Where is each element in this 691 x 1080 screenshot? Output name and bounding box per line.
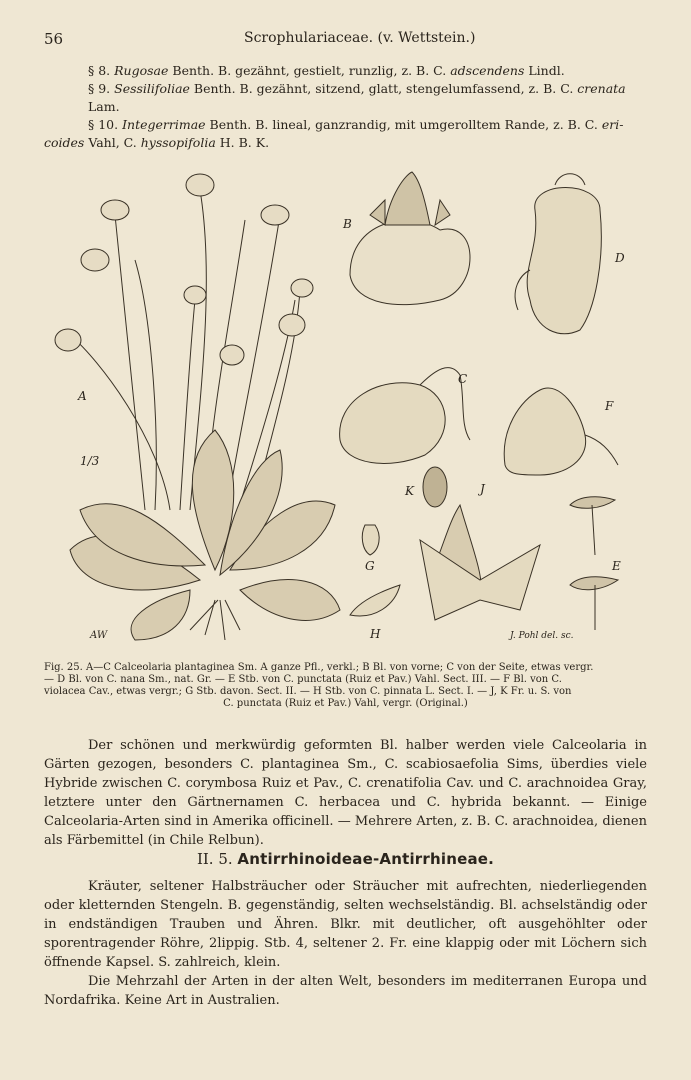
paragraph-text: Der schönen und merkwürdig geformten Bl. halber werden viele Calceolaria in Gärten gezogen, besonders C. plantaginea Sm., C. scabiosaefolia Sims, überdies viele Hybride zwischen C. corymbosa Ruiz et Pav., C. crenatifolia Cav. und C. arachnoidea Gray, letztere unter den Gärtnernamen C. herbacea und C. hybrida bekannt. — Einige Calceolaria-Arten sind in Amerika officinell. — Mehrere Arten, z. B. C. arachnoidea, dienen als Färbemittel (in Chile Relbun). xyxy=(44,738,647,848)
label-g: G xyxy=(365,559,375,573)
caption-line: Fig. 25. A—C Calceolaria plantaginea Sm. A ganze Pfl., verkl.; B Bl. von vorne; C von der Seite, etwas vergr. xyxy=(44,662,594,673)
body-paragraph-1 xyxy=(44,736,647,850)
scale-label: 1/3 xyxy=(80,454,100,468)
stamen-e-drawing xyxy=(570,497,618,630)
engraver-signature: J. Pohl del. sc. xyxy=(510,631,574,641)
label-f: F xyxy=(605,399,614,413)
body-paragraph-2 xyxy=(44,877,647,1010)
botanical-illustration xyxy=(40,160,655,655)
label-k: K xyxy=(405,484,414,498)
page-number: 56 xyxy=(44,30,64,48)
stamen-h-drawing xyxy=(350,585,400,616)
paragraph-text: Die Mehrzahl der Arten in der alten Welt, besonders im mediterranen Europa und Nordafrika. Keine Art in Australien. xyxy=(44,974,647,1008)
fruit-j-drawing xyxy=(420,505,540,620)
flower-c-drawing xyxy=(340,368,470,464)
label-e: E xyxy=(612,559,621,573)
page-header xyxy=(44,30,647,50)
paragraph-text: Kräuter, seltener Halbsträucher oder Sträucher mit aufrechten, niederliegenden oder kletternden Stengeln. B. gegenständig, selten wechselständig. Bl. achselständig oder in endständigen Trauben und Ähren. Blkr. mit deutlicher, oft ausgehöhlter oder sporentragender Röhre, 2lippig. Stb. 4, seltener 2. Fr. eine klappig oder mit Löchern sich öffnende Kapsel. S. zahlreich, klein. xyxy=(44,879,647,970)
label-h: H xyxy=(370,627,381,641)
key-item-10-continued: coides Vahl, C. hyssopifolia H. B. K. xyxy=(44,135,270,150)
stamen-g-drawing xyxy=(362,525,379,555)
running-title: Scrophulariaceae. (v. Wettstein.) xyxy=(244,30,476,46)
label-a: A xyxy=(78,389,87,403)
key-item-10: § 10. Integerrimae Benth. B. lineal, ganzrandig, mit umgerolltem Rande, z. B. C. eri- xyxy=(88,117,624,132)
seed-k-drawing xyxy=(423,467,447,507)
caption-line: C. punctata (Ruiz et Pav.) Vahl, vergr. (Original.) xyxy=(223,698,468,709)
label-b: B xyxy=(343,217,352,231)
label-j: J xyxy=(480,482,485,496)
artist-monogram: AW xyxy=(90,630,108,641)
key-item-9: § 9. Sessilifoliae Benth. B. gezähnt, sitzend, glatt, stengelumfassend, z. B. C. crenata Lam. xyxy=(88,81,626,114)
label-c: C xyxy=(458,372,468,386)
caption-line: — D Bl. von C. nana Sm., nat. Gr. — E Stb. von C. punctata (Ruiz et Pav.) Vahl. Sect. III. — F Bl. von C. xyxy=(44,674,562,685)
caption-line: violacea Cav., etwas vergr.; G Stb. davon. Sect. II. — H Stb. von C. pinnata L. Sect. I. — J, K Fr. u. S. von xyxy=(44,686,572,697)
section-title: Antirrhinoideae-Antirrhineae. xyxy=(237,850,495,868)
flower-f-drawing xyxy=(504,388,618,475)
figure-drawing xyxy=(40,160,655,655)
flower-d-drawing xyxy=(515,174,601,334)
flower-b-drawing xyxy=(350,172,470,305)
section-heading xyxy=(44,850,647,868)
label-d: D xyxy=(615,251,625,265)
key-item-8: § 8. Rugosae Benth. B. gezähnt, gestielt, runzlig, z. B. C. adscendens Lindl. xyxy=(88,63,565,78)
figure-caption xyxy=(44,662,647,710)
section-number: II. 5. xyxy=(196,850,233,868)
plant-a-drawing xyxy=(55,174,340,640)
section-key-list xyxy=(44,62,651,152)
